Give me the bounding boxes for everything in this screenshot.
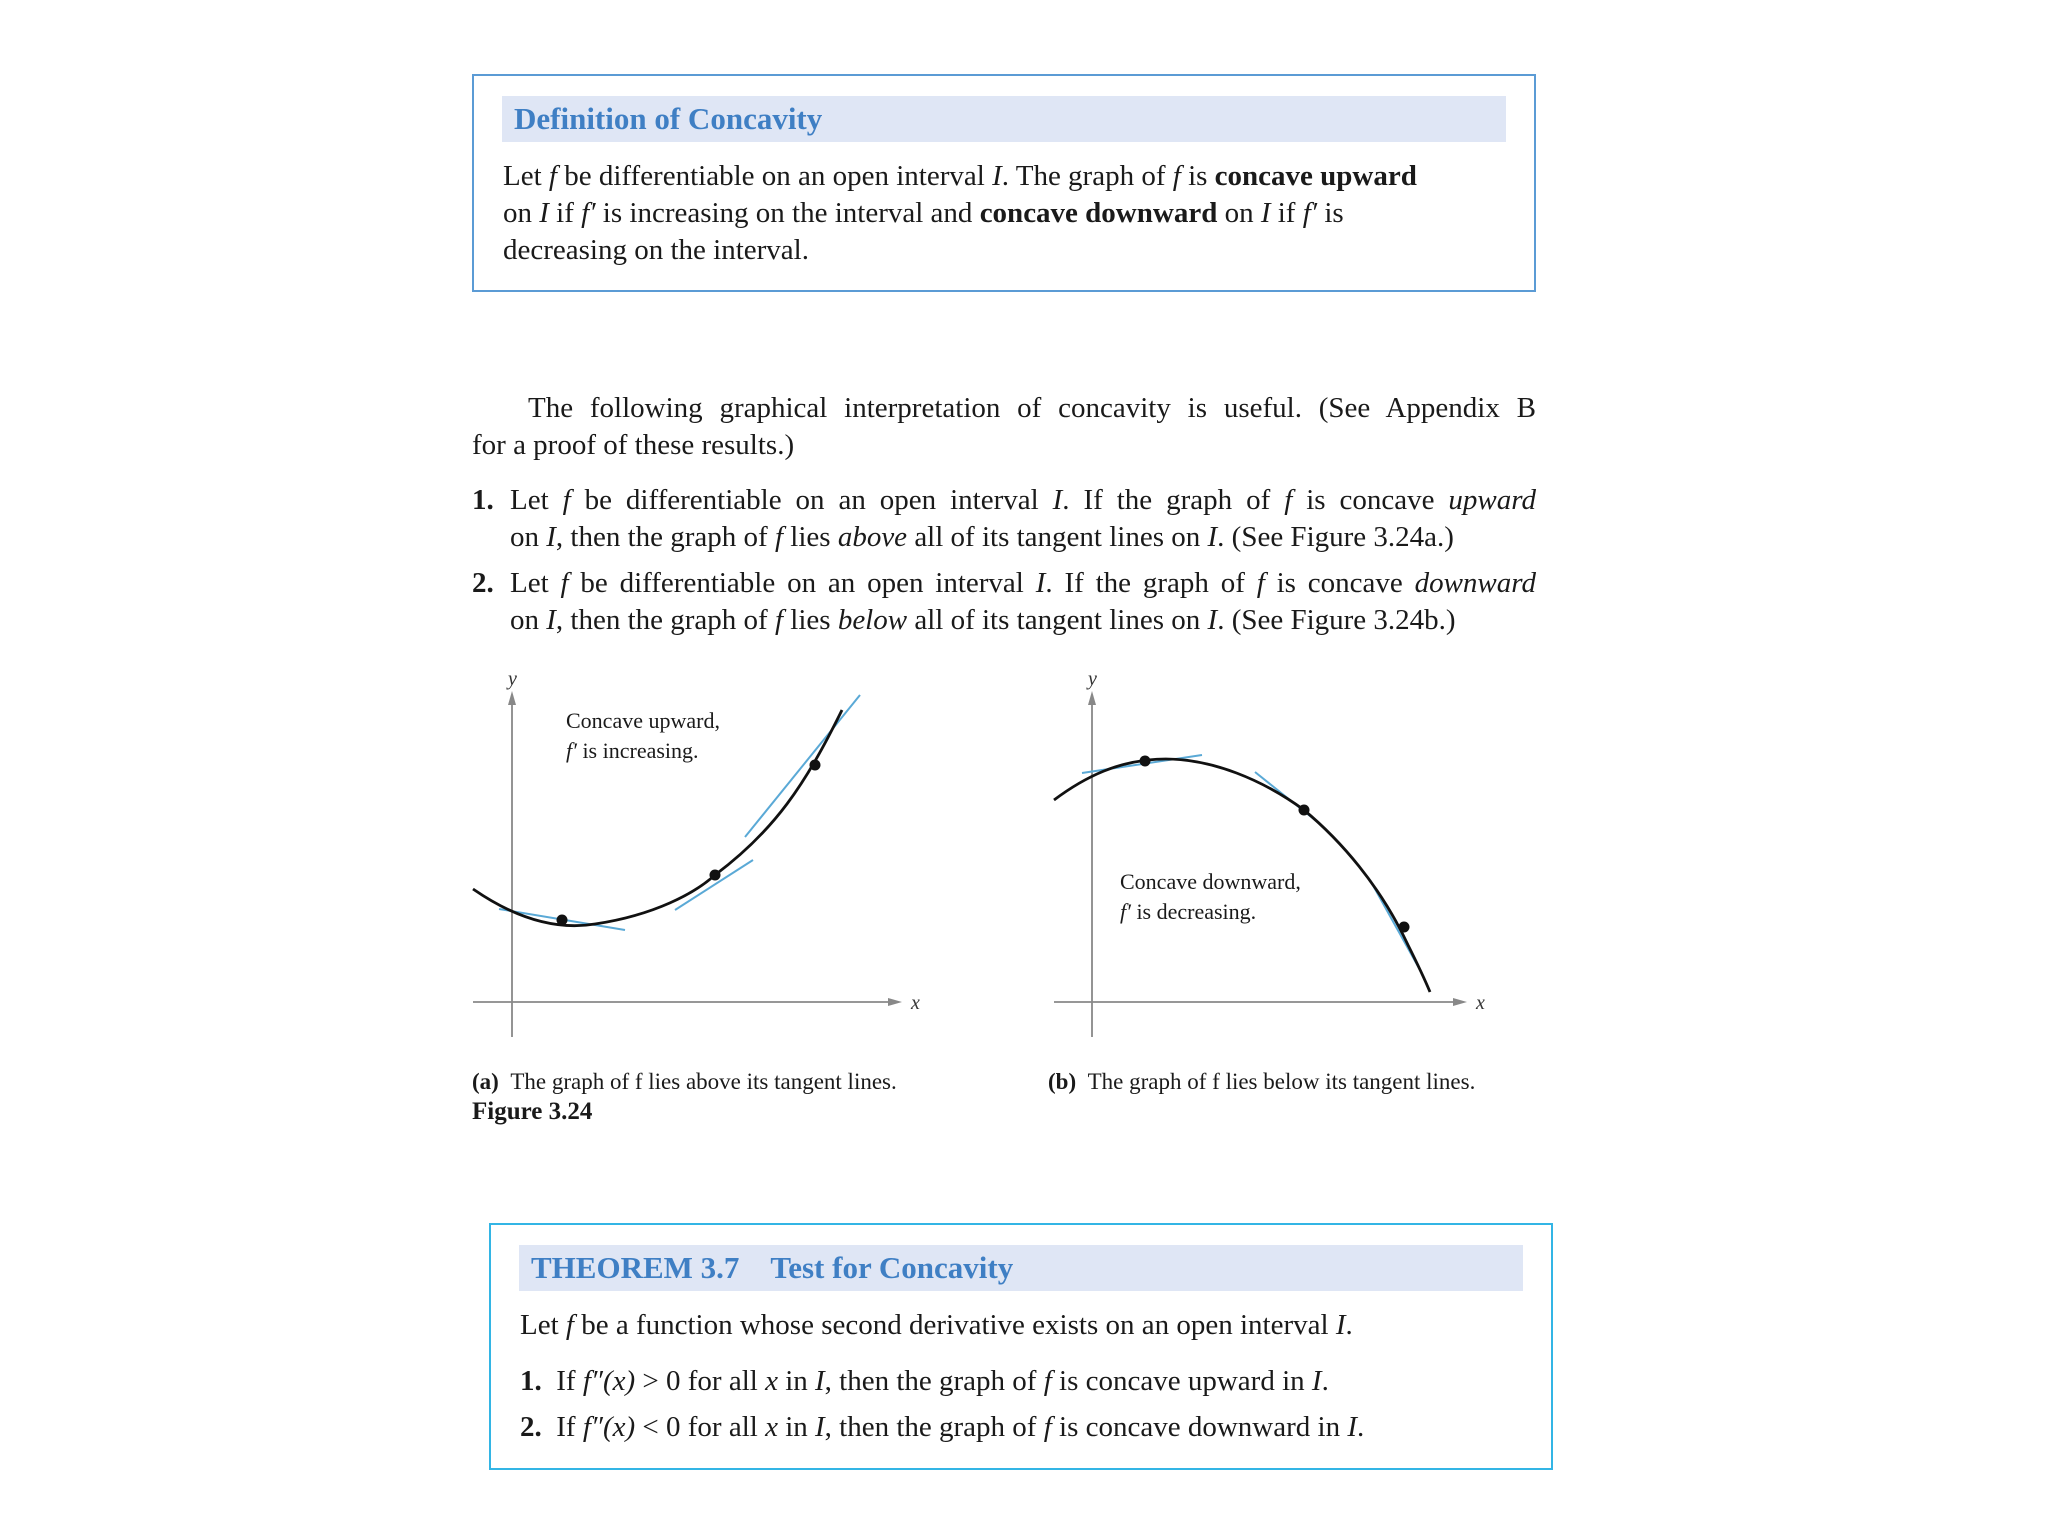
- figure-b-graph: [1040, 665, 1520, 1050]
- theorem-item-2: 2. If f″(x) < 0 for all x in I, then the graph of f is concave downward in I.: [520, 1411, 1365, 1443]
- theorem-title: [519, 1245, 1523, 1291]
- result-number: 2.: [472, 567, 494, 599]
- y-axis-label: y: [508, 668, 517, 690]
- theorem-name: Test for Concavity: [770, 1250, 1014, 1285]
- theorem-number: THEOREM 3.7: [531, 1250, 740, 1285]
- result-text: Let f be differentiable on an open interval I. If the graph of f is concave downward on I, then the graph of f lies below all of its tangent lines on I. (See Figure 3.24b.): [510, 567, 1536, 636]
- concave-down-note-2: f′ is decreasing.: [1120, 899, 1257, 924]
- x-axis-arrow: [1453, 998, 1467, 1006]
- figure-a-caption: (a) The graph of f lies above its tangent lines.: [472, 1069, 897, 1094]
- x-axis-label: x: [911, 992, 920, 1014]
- tangent-lines: [1082, 755, 1420, 970]
- y-axis-arrow: [508, 691, 516, 705]
- theorem-box: [489, 1223, 1553, 1470]
- concave-up-note-2: f′ is increasing.: [566, 738, 699, 763]
- definition-line-2: on I if f′ is increasing on the interval and concave downward on I if f′ is: [503, 197, 1344, 229]
- tangent-line: [675, 860, 753, 910]
- intro-line-1: The following graphical interpretation of concavity is useful. (See Appendix B: [528, 392, 1536, 424]
- figure-b-caption: (b) The graph of f lies below its tangent lines.: [1048, 1069, 1476, 1094]
- result-number: 1.: [472, 484, 494, 516]
- y-axis-label: y: [1088, 668, 1097, 690]
- tangent-point: [1299, 805, 1310, 816]
- result-text: Let f be differentiable on an open interval I. If the graph of f is concave upward on I, then the graph of f lies above all of its tangent lines on I. (See Figure 3.24a.): [510, 484, 1536, 553]
- definition-body: [503, 158, 1513, 269]
- concave-down-note-1: Concave downward,: [1120, 869, 1301, 894]
- figure-label: Figure 3.24: [472, 1098, 593, 1125]
- y-axis-arrow: [1088, 691, 1096, 705]
- definition-box: [472, 74, 1536, 292]
- theorem-intro: Let f be a function whose second derivative exists on an open interval I.: [520, 1309, 1353, 1341]
- x-axis-label: x: [1476, 992, 1485, 1014]
- concave-up-note-1: Concave upward,: [566, 708, 720, 733]
- term-concave-downward: concave downward: [979, 197, 1218, 229]
- tangent-point: [710, 870, 721, 881]
- theorem-item-1: 1. If f″(x) > 0 for all x in I, then the graph of f is concave upward in I.: [520, 1365, 1329, 1397]
- tangent-point: [810, 760, 821, 771]
- definition-line-3: decreasing on the interval.: [503, 234, 809, 266]
- term-concave-upward: concave upward: [1214, 160, 1417, 192]
- intro-paragraph: [472, 390, 1536, 464]
- definition-line-1: Let f be differentiable on an open interval I. The graph of f is concave upward: [503, 160, 1417, 192]
- intro-line-2: for a proof of these results.): [472, 429, 795, 461]
- figure-a-graph: [465, 665, 945, 1050]
- definition-title: Definition of Concavity: [502, 96, 1506, 142]
- tangent-point: [557, 915, 568, 926]
- tangent-point: [1140, 756, 1151, 767]
- tangent-point: [1399, 922, 1410, 933]
- tangent-line: [745, 695, 860, 837]
- x-axis-arrow: [888, 998, 902, 1006]
